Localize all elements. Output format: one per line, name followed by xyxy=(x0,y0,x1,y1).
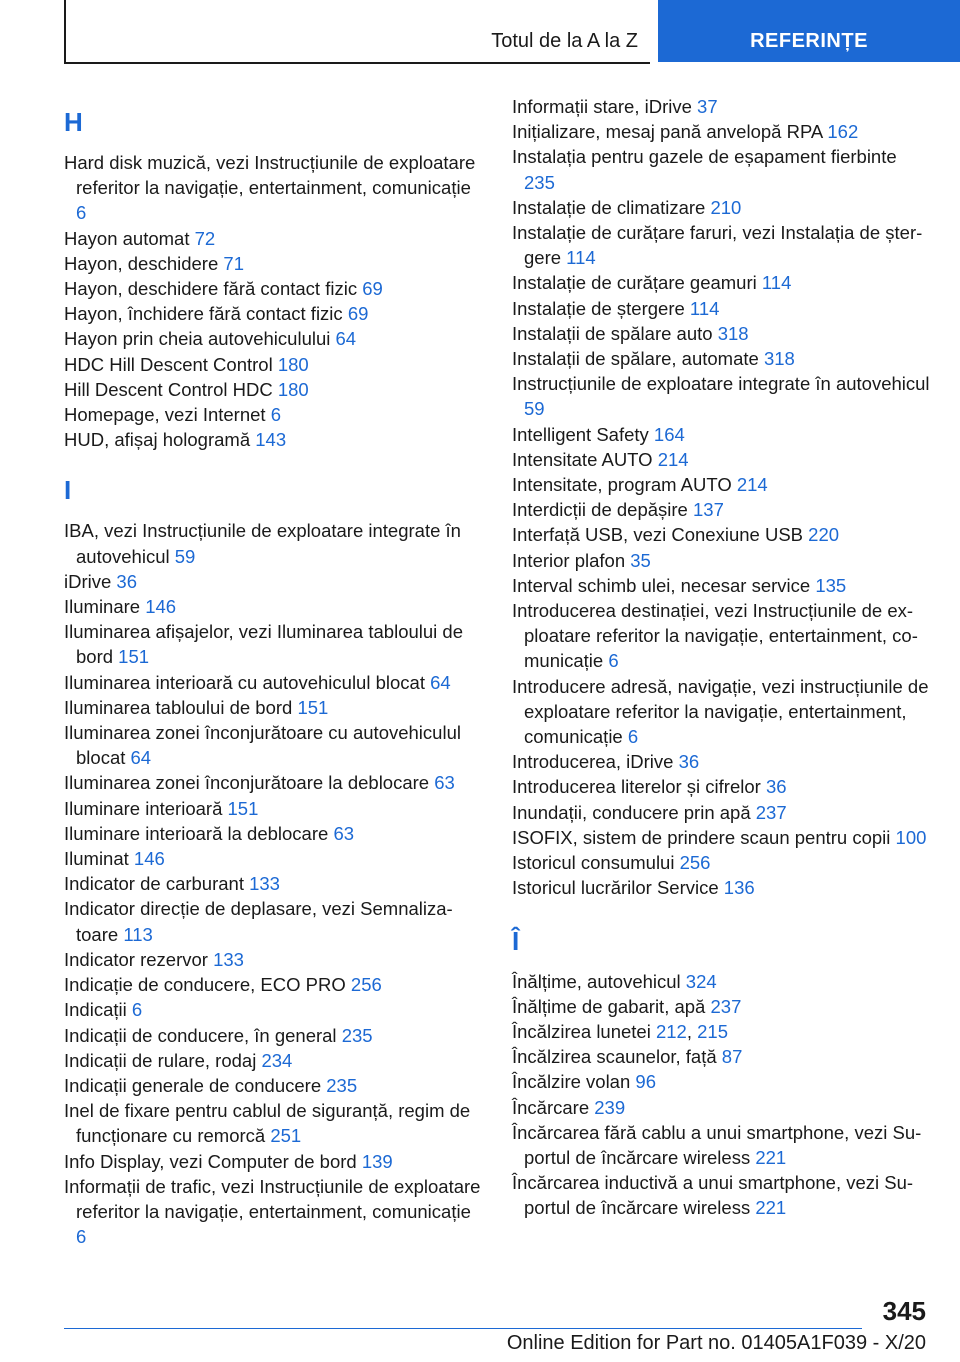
index-entry-term: Introducerea destinației, vezi Instrucțiunile de exploatare referitor la navigație, entertainment, comunicație xyxy=(512,600,918,672)
page-reference-link[interactable]: 96 xyxy=(635,1071,656,1093)
index-entry: Încălzirea lunetei 212, 215 xyxy=(512,1020,729,1042)
index-entry-term: Indicator rezervor xyxy=(64,948,214,970)
index-entry xyxy=(64,352,484,377)
index-entry-term: Iluminarea zonei înconjurătoare la deblocare xyxy=(64,772,435,794)
page-reference-link[interactable]: 251 xyxy=(270,1125,302,1147)
index-entry-term: Instalații de spălare, automate xyxy=(512,348,764,370)
page-reference-link[interactable]: 64 xyxy=(130,747,152,769)
page-number: 345 xyxy=(882,1296,926,1326)
page-reference-link[interactable]: 133 xyxy=(213,948,244,970)
index-column-left xyxy=(64,94,484,1249)
index-entry xyxy=(512,825,932,850)
page-reference-link[interactable]: 114 xyxy=(566,247,596,269)
index-entry-term: Indicator direcție de deplasare, vezi Semnalizatoare xyxy=(64,898,453,945)
index-entry-term: Iluminarea zonei înconjurătoare cu autovehiculul blocat xyxy=(64,722,461,769)
index-entry xyxy=(64,226,484,251)
index-entry xyxy=(64,1149,484,1174)
index-entry xyxy=(64,871,484,896)
page-reference-link[interactable]: 239 xyxy=(594,1096,626,1118)
index-entry xyxy=(512,674,932,750)
index-entry-term: Încălzirea lunetei xyxy=(512,1020,656,1042)
index-entry xyxy=(64,251,484,276)
index-entry-term: Hayon, deschidere xyxy=(64,252,224,274)
index-entry-term: Hayon prin cheia autovehiculului xyxy=(64,328,336,350)
page-reference-link[interactable]: 237 xyxy=(755,801,787,823)
page-reference-link[interactable]: 64 xyxy=(335,328,357,350)
page-reference-link[interactable]: 215 xyxy=(697,1020,729,1042)
index-entry xyxy=(64,821,484,846)
page-reference-link[interactable]: 221 xyxy=(755,1197,787,1219)
index-column-right xyxy=(512,94,932,1221)
index-entry xyxy=(512,522,932,547)
page-reference-link[interactable]: 37 xyxy=(697,96,718,117)
page-reference-link[interactable]: 71 xyxy=(223,252,244,274)
page-reference-link[interactable]: 164 xyxy=(653,423,685,445)
index-entry xyxy=(512,573,932,598)
index-entry xyxy=(512,220,932,270)
index-entry xyxy=(64,427,484,452)
index-entry-term: Inel de fixare pentru cablul de siguranță, regim de funcționare cu remorcă xyxy=(64,1100,471,1147)
index-entry-term: Încălzire volan xyxy=(512,1071,636,1093)
page-reference-link[interactable]: 151 xyxy=(118,646,150,668)
index-entry-term: Inițializare, mesaj pană anvelopă RPA xyxy=(512,121,828,143)
index-entry xyxy=(512,598,932,674)
index-entry xyxy=(512,749,932,774)
index-entry-term: Info Display, vezi Computer de bord xyxy=(64,1150,362,1172)
chapter-title: Totul de la A la Z xyxy=(491,30,638,52)
page-reference-link[interactable]: 6 xyxy=(76,1226,87,1248)
page-reference-link[interactable]: 235 xyxy=(326,1074,358,1096)
index-entry xyxy=(512,1170,932,1220)
page-reference-link[interactable]: 256 xyxy=(679,852,711,874)
page-reference-link[interactable]: 162 xyxy=(827,121,859,143)
index-entry xyxy=(512,195,932,220)
index-entry xyxy=(512,850,932,875)
page-reference-link[interactable]: 151 xyxy=(297,696,329,718)
index-entry xyxy=(64,150,484,226)
index-entry-term: Hayon, deschidere fără contact fizic xyxy=(64,278,363,300)
index-entry-term: Iluminare interioară xyxy=(64,797,228,819)
index-entry xyxy=(512,969,932,994)
header-rule-bottom xyxy=(64,62,650,64)
page-reference-link[interactable]: 221 xyxy=(755,1146,787,1168)
page-reference-link[interactable]: 69 xyxy=(362,278,383,300)
index-entry xyxy=(64,947,484,972)
page-reference-link[interactable]: 235 xyxy=(524,171,555,193)
index-entry xyxy=(512,1069,932,1094)
page-reference-link[interactable]: 133 xyxy=(249,873,280,895)
index-entry-term: Homepage, vezi Internet xyxy=(64,404,271,426)
index-entry-term: Încărcarea fără cablu a unui smartphone, vezi Suportul de încărcare wireless xyxy=(512,1121,922,1168)
index-entry-term: Înălțime, autovehicul xyxy=(512,970,686,992)
page-reference-link[interactable]: 114 xyxy=(689,297,720,319)
page-reference-link[interactable]: 36 xyxy=(765,776,787,798)
page-reference-link[interactable]: 220 xyxy=(808,524,840,546)
page-reference-link[interactable]: 180 xyxy=(277,378,309,400)
index-entry xyxy=(64,972,484,997)
page-reference-link[interactable]: 6 xyxy=(608,650,619,672)
index-entry-term: Introducerea literelor și cifrelor xyxy=(512,776,766,798)
page-reference-link[interactable]: 214 xyxy=(657,448,689,470)
index-entry xyxy=(64,796,484,821)
page-reference-link[interactable]: 146 xyxy=(145,596,177,618)
index-entry xyxy=(64,594,484,619)
index-entry xyxy=(512,994,932,1019)
index-entry xyxy=(512,346,932,371)
index-entry xyxy=(64,619,484,669)
index-entry xyxy=(64,1073,484,1098)
page-reference-link[interactable]: 6 xyxy=(76,202,87,224)
index-entry-term: Interdicții de depășire xyxy=(512,499,693,521)
page-reference-link[interactable]: 63 xyxy=(434,772,455,794)
index-entry xyxy=(64,720,484,770)
index-entry xyxy=(64,846,484,871)
index-entry-term: Hard disk muzică, vezi Instrucțiunile de exploatare referitor la navigație, entertainment, comunicație xyxy=(64,152,476,199)
index-entry-term: Informații de trafic, vezi Instrucțiunile de exploatare referitor la navigație, entertainment, comunicație xyxy=(64,1175,481,1222)
index-entry xyxy=(512,119,932,144)
index-entry-term: Încălzirea scaunelor, față xyxy=(512,1046,722,1068)
index-entry xyxy=(64,670,484,695)
index-entry xyxy=(512,422,932,447)
index-entry-term: Intelligent Safety xyxy=(512,423,654,445)
index-entry xyxy=(512,548,932,573)
index-entry-term: Indicații de rulare, rodaj xyxy=(64,1049,262,1071)
page-reference-link[interactable]: 100 xyxy=(895,826,927,848)
page-reference-link[interactable]: 234 xyxy=(261,1049,293,1071)
index-entry-term: IBA, vezi Instrucțiunile de exploatare integrate în autovehicul xyxy=(64,520,461,567)
index-entry-term: Iluminarea tabloului de bord xyxy=(64,696,298,718)
index-entry xyxy=(512,1120,932,1170)
index-entry-term: Interval schimb ulei, necesar service xyxy=(512,574,816,596)
index-entry xyxy=(512,270,932,295)
index-entry-term: Hayon, închidere fără contact fizic xyxy=(64,303,348,325)
index-entry-term: Iluminarea afișajelor, vezi Iluminarea tabloului de bord xyxy=(64,621,463,668)
index-entry-term: Intensitate, program AUTO xyxy=(512,474,737,496)
index-entry xyxy=(64,377,484,402)
footer-edition: Online Edition for Part no. 01405A1F039 - X/20 xyxy=(506,1332,926,1354)
index-entry xyxy=(64,896,484,946)
index-entry xyxy=(64,326,484,351)
index-entry-term: Inundații, conducere prin apă xyxy=(512,801,756,823)
page-reference-link[interactable]: 256 xyxy=(350,974,382,996)
index-entry xyxy=(512,321,932,346)
index-entry-term: HDC Hill Descent Control xyxy=(64,353,278,375)
page-reference-link[interactable]: 235 xyxy=(341,1024,373,1046)
index-entry-term: Indicator de carburant xyxy=(64,873,250,895)
index-entry xyxy=(64,1098,484,1148)
index-entry xyxy=(512,371,932,421)
index-entry xyxy=(512,447,932,472)
index-entry-term: Instalații de spălare auto xyxy=(512,322,718,344)
page-reference-link[interactable]: 135 xyxy=(815,574,847,596)
page-reference-link[interactable]: 212 xyxy=(655,1020,687,1042)
index-entry-term: Istoricul consumului xyxy=(512,852,680,874)
section-letter-heading: I xyxy=(64,475,72,506)
index-entry xyxy=(512,1095,932,1120)
section-tab-referinte[interactable]: REFERINȚE xyxy=(658,0,960,62)
index-entry-term: Intensitate AUTO xyxy=(512,448,658,470)
index-entry xyxy=(512,875,932,900)
index-entry-term: HUD, afișaj hologramă xyxy=(64,429,256,451)
page-reference-link[interactable]: 139 xyxy=(361,1150,393,1172)
page-reference-link[interactable]: 6 xyxy=(270,404,281,426)
index-entry xyxy=(512,94,932,119)
page-reference-link[interactable]: 143 xyxy=(255,429,287,451)
page-reference-link[interactable]: 72 xyxy=(194,227,216,249)
index-entry-term: Încărcare xyxy=(512,1096,595,1118)
section-letter-heading: Î xyxy=(512,925,520,956)
page-reference-link[interactable]: 59 xyxy=(524,398,545,420)
index-entry xyxy=(512,1044,932,1069)
index-entry-term: Instalație de curățare geamuri xyxy=(512,272,762,294)
page-reference-link[interactable]: 237 xyxy=(710,995,742,1017)
index-entry-term: Iluminarea interioară cu autovehiculul blocat xyxy=(64,671,431,693)
index-entry-term: Iluminare interioară la deblocare xyxy=(64,822,334,844)
page-reference-link[interactable]: 69 xyxy=(347,303,369,325)
index-entry-term: Instrucțiunile de exploatare integrate în autovehicul xyxy=(512,373,930,395)
index-entry-term: Istoricul lucrărilor Service xyxy=(512,877,724,899)
page-reference-link[interactable]: 59 xyxy=(174,545,196,567)
page-reference-link[interactable]: 151 xyxy=(227,797,259,819)
index-entry xyxy=(64,301,484,326)
index-entry xyxy=(64,1048,484,1073)
page-reference-link[interactable]: 36 xyxy=(116,570,137,592)
page-reference-link[interactable]: 318 xyxy=(717,322,749,344)
page-reference-link[interactable]: 180 xyxy=(277,353,309,375)
index-entry-term: Instalație de curățare faruri, vezi Instalația de ștergere xyxy=(512,222,923,269)
page-reference-link[interactable]: 214 xyxy=(736,474,768,496)
index-entry-term: Interfață USB, vezi Conexiune USB xyxy=(512,524,809,546)
index-entry xyxy=(512,774,932,799)
index-entry-term: Iluminat xyxy=(64,848,134,870)
index-entry-term: Introducere adresă, navigație, vezi instrucțiunile de exploatare referitor la navigație, entertainment, comunicație xyxy=(512,675,929,748)
index-entry-term: Informații stare, iDrive xyxy=(512,96,698,117)
index-entry xyxy=(64,770,484,795)
index-entry-term: Încărcarea inductivă a unui smartphone, vezi Suportul de încărcare wireless xyxy=(512,1172,914,1219)
index-entry-term: Indicații de conducere, în general xyxy=(64,1024,342,1046)
index-entry xyxy=(512,800,932,825)
page-reference-link[interactable]: 136 xyxy=(723,877,755,899)
index-entry xyxy=(64,695,484,720)
index-entry-term: Interior plafon xyxy=(512,549,631,571)
index-entry xyxy=(512,497,932,522)
index-entry xyxy=(512,296,932,321)
page-reference-link[interactable]: 35 xyxy=(630,549,651,571)
page-reference-link[interactable]: 36 xyxy=(678,751,700,773)
index-entry-term: Instalație de climatizare xyxy=(512,196,711,218)
index-entry xyxy=(64,1174,484,1250)
index-entry-term: ISOFIX, sistem de prindere scaun pentru copii xyxy=(512,826,896,848)
index-entry-term: Indicație de conducere, ECO PRO xyxy=(64,974,351,996)
index-entry xyxy=(64,518,484,568)
page-reference-link[interactable]: 137 xyxy=(693,499,724,521)
page-reference-link[interactable]: 324 xyxy=(685,970,717,992)
index-entry xyxy=(64,997,484,1022)
index-entry-term: iDrive xyxy=(64,570,117,592)
index-entry-term: Hill Descent Control HDC xyxy=(64,378,278,400)
page-reference-link[interactable]: 113 xyxy=(123,923,153,945)
page-reference-link[interactable]: 146 xyxy=(133,848,165,870)
index-entry-term: Hayon automat xyxy=(64,227,195,249)
page-reference-link[interactable]: 210 xyxy=(710,196,742,218)
header-rule-left xyxy=(64,0,66,64)
footer-rule xyxy=(64,1328,862,1329)
index-entry xyxy=(64,402,484,427)
index-entry-term: Instalație de ștergere xyxy=(512,297,690,319)
index-entry xyxy=(512,144,932,194)
index-entry-term: Indicații generale de conducere xyxy=(64,1074,327,1096)
index-entry-term: Înălțime de gabarit, apă xyxy=(512,995,711,1017)
section-letter-heading: H xyxy=(64,107,83,137)
index-entry-term: Instalația pentru gazele de eșapament fierbinte xyxy=(512,146,897,168)
page-reference-link[interactable]: 6 xyxy=(627,726,639,748)
index-entry xyxy=(64,1023,484,1048)
page-reference-link[interactable]: 318 xyxy=(763,348,795,370)
page-reference-link[interactable]: 63 xyxy=(333,822,355,844)
index-entry xyxy=(64,276,484,301)
index-entry-term: Introducerea, iDrive xyxy=(512,751,679,773)
page-reference-link[interactable]: 87 xyxy=(721,1046,743,1068)
index-entry xyxy=(512,472,932,497)
page-reference-link[interactable]: 6 xyxy=(131,999,143,1021)
index-entry-term: Indicații xyxy=(64,999,132,1021)
page-reference-link[interactable]: 64 xyxy=(430,671,451,693)
index-entry xyxy=(64,569,484,594)
index-entry-term: Iluminare xyxy=(64,596,146,618)
page-reference-link[interactable]: 114 xyxy=(761,272,792,294)
